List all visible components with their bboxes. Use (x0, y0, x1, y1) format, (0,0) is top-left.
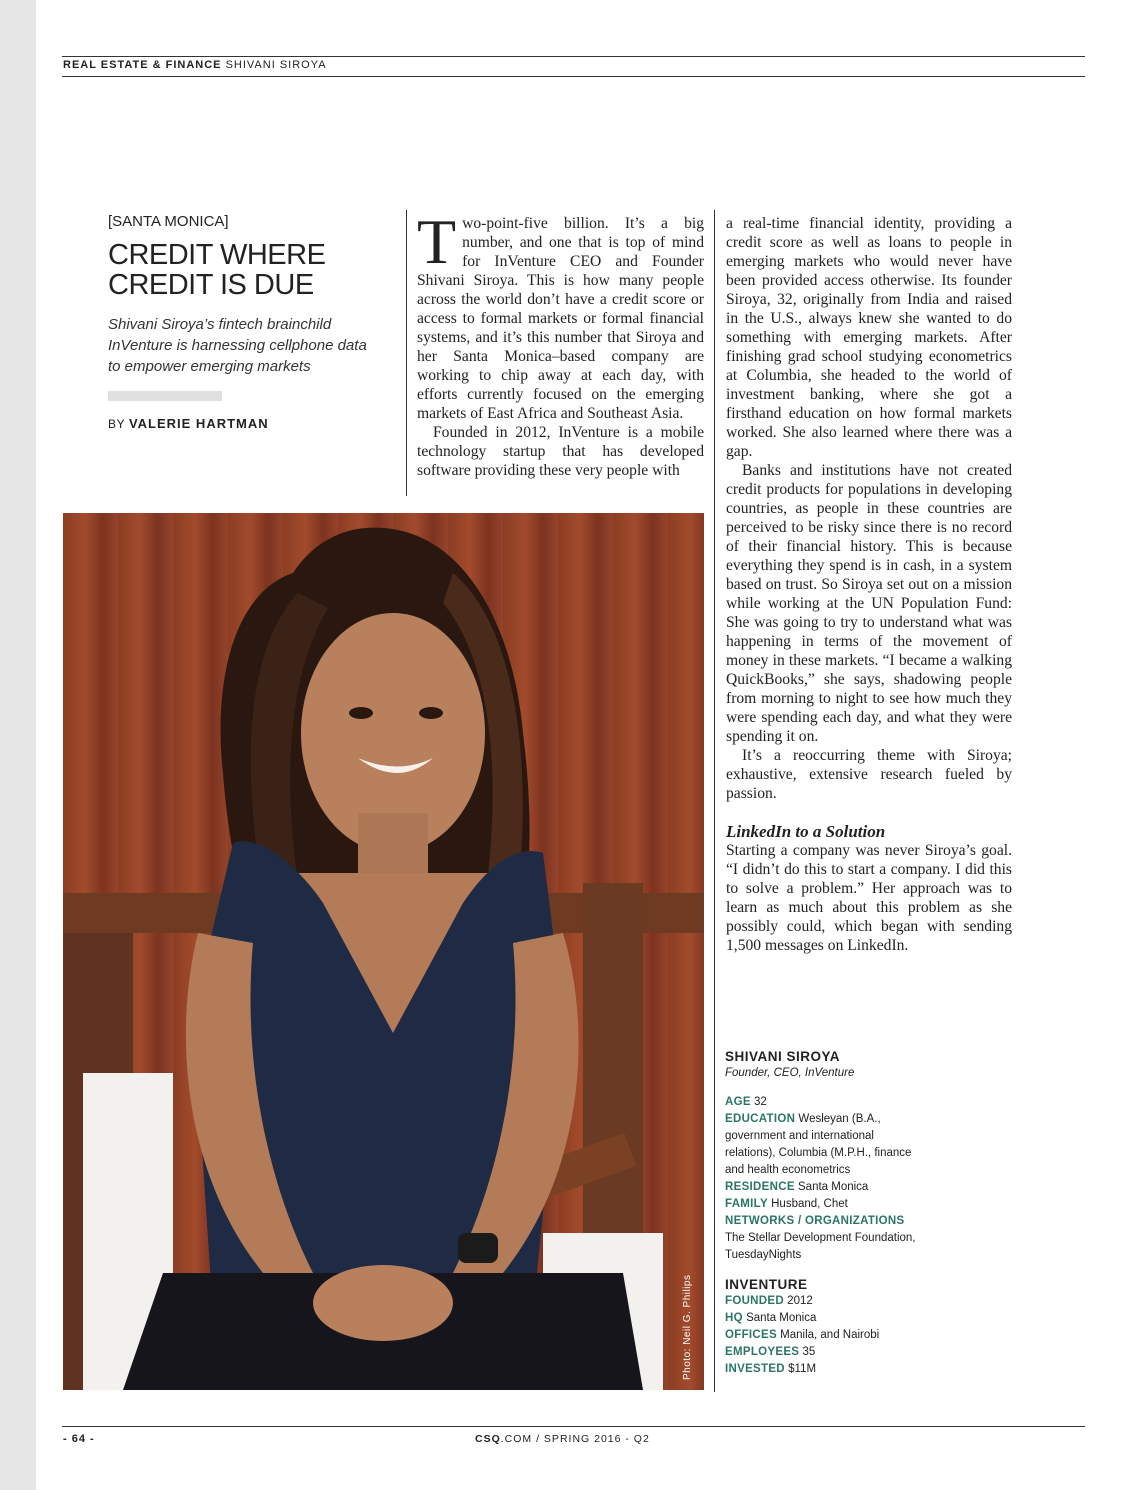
fact-value: 32 (754, 1096, 767, 1108)
fact-label: EMPLOYEES (725, 1346, 800, 1358)
fact-value: Santa Monica (798, 1181, 869, 1193)
fact-value: $11M (788, 1363, 817, 1375)
fact-employees (725, 1344, 955, 1361)
fact-label: OFFICES (725, 1329, 777, 1341)
body-column-middle (417, 206, 704, 480)
drop-cap: T (417, 206, 457, 277)
fact-networks (725, 1213, 955, 1230)
fact-hq (725, 1310, 955, 1327)
fact-offices (725, 1327, 955, 1344)
fact-value: 2012 (787, 1295, 813, 1307)
factbox-company: INVENTURE (725, 1277, 808, 1292)
section-name: REAL ESTATE & FINANCE (63, 59, 222, 71)
section-label (63, 59, 327, 71)
footer-issue (475, 1433, 650, 1445)
fact-networks-value: The Stellar Development Foundation, TuesdayNights (725, 1232, 916, 1261)
fact-family (725, 1196, 955, 1213)
byline (108, 416, 269, 431)
fact-value: Husband, Chet (771, 1198, 848, 1210)
fact-invested (725, 1361, 955, 1378)
dateline-place: [SANTA MONICA] (108, 213, 229, 230)
paragraph-4: It’s a reoccurring theme with Siroya; exhaustive, extensive research fueled by passion. (726, 747, 1012, 802)
header-rule-bottom (62, 76, 1085, 77)
column-rule-left (406, 210, 407, 496)
factbox-name: SHIVANI SIROYA (725, 1049, 841, 1064)
paragraph-5: Starting a company was never Siroya’s goal. “I didn’t do this to start a company. I did this to solve a problem.” Her approach was to learn as much about this problem as she possibly could, which began with sending 1,500 messages on LinkedIn. (726, 842, 1012, 954)
headline-line-1: CREDIT WHERE (108, 239, 326, 271)
fact-residence (725, 1179, 955, 1196)
photo-credit: Photo: Neil G. Philips (682, 1274, 693, 1380)
fact-label: FOUNDED (725, 1295, 784, 1307)
fact-label: INVESTED (725, 1363, 785, 1375)
fact-label: EDUCATION (725, 1113, 796, 1125)
fact-value: Wesleyan (B.A., government and international relations), Columbia (M.P.H., finance and health econometrics (725, 1113, 912, 1176)
column-rule-right (714, 210, 715, 1392)
page-number: - 64 - (63, 1433, 95, 1445)
paragraph-2: Founded in 2012, InVenture is a mobile technology startup that has developed software providing these very people with (417, 424, 704, 479)
paragraph-3: Banks and institutions have not created credit products for populations in developing countries, as people in these countries are perceived to be risky since there is no record of their financial history. This is because everything they spend is in cash, in a system based on trust. So Siroya set out on a mission while working at the UN Population Fund: She was going to try to understand what was happening in terms of the movement of money in these markets. “I became a walking QuickBooks,” she says, shadowing people from morning to night to see how much they were spending each day, and what they were spending it on. (726, 462, 1012, 745)
fact-label: AGE (725, 1096, 751, 1108)
byline-prefix: BY (108, 417, 125, 431)
fact-box (725, 1048, 955, 1378)
fact-label: FAMILY (725, 1198, 768, 1210)
header-rule-top (62, 56, 1085, 57)
headline (108, 240, 388, 300)
subhead: LinkedIn to a Solution (726, 822, 886, 841)
factbox-role: Founder, CEO, InVenture (725, 1067, 855, 1079)
headline-line-2: CREDIT IS DUE (108, 269, 314, 301)
fact-label: RESIDENCE (725, 1181, 795, 1193)
fact-founded (725, 1293, 955, 1310)
decorative-bar (108, 391, 222, 401)
footer-issue-text: .COM / SPRING 2016 - Q2 (500, 1433, 650, 1445)
footer-brand: CSQ (475, 1433, 501, 1445)
fact-value: 35 (802, 1346, 816, 1358)
portrait-illustration (63, 513, 704, 1390)
fact-label: HQ (725, 1312, 743, 1324)
paragraph-1-text: wo-point-five billion. It’s a big number, and one that is top of mind for InVenture CEO and Founder Shivani Siroya. This is how many people across the world don’t have a credit score or access to formal markets or formal financial systems, and it’s this number that Siroya and her Santa Monica–based company are working to chip away at each day, with efforts currently focused on the emerging markets of East Africa and Southeast Asia. (417, 215, 704, 422)
portrait-photo (63, 513, 704, 1390)
body-column-right (726, 214, 1012, 955)
fact-value: Manila, and Nairobi (780, 1329, 880, 1341)
dek: Shivani Siroya’s fintech brainchild InVenture is harnessing cellphone data to empower emerging markets (108, 316, 367, 375)
section-person: SHIVANI SIROYA (225, 59, 327, 71)
author-name: VALERIE HARTMAN (128, 416, 269, 431)
fact-age (725, 1094, 955, 1111)
fact-value: Santa Monica (746, 1312, 817, 1324)
footer-rule (62, 1426, 1085, 1427)
fact-label: NETWORKS / ORGANIZATIONS (725, 1215, 905, 1227)
paragraph-1 (417, 206, 704, 423)
paragraph-2-continued: a real-time financial identity, providing a credit score as well as loans to people in emerging markets who would never have been provided access otherwise. Its founder Siroya, 32, originally from India and raised in the U.S., always knew she wanted to do something with emerging markets. After finishing grad school studying econometrics at Columbia, she headed to the world of investment banking, where she got a firsthand education on how formal markets worked. She also learned where there was a gap. (726, 215, 1012, 460)
fact-education (725, 1111, 915, 1179)
